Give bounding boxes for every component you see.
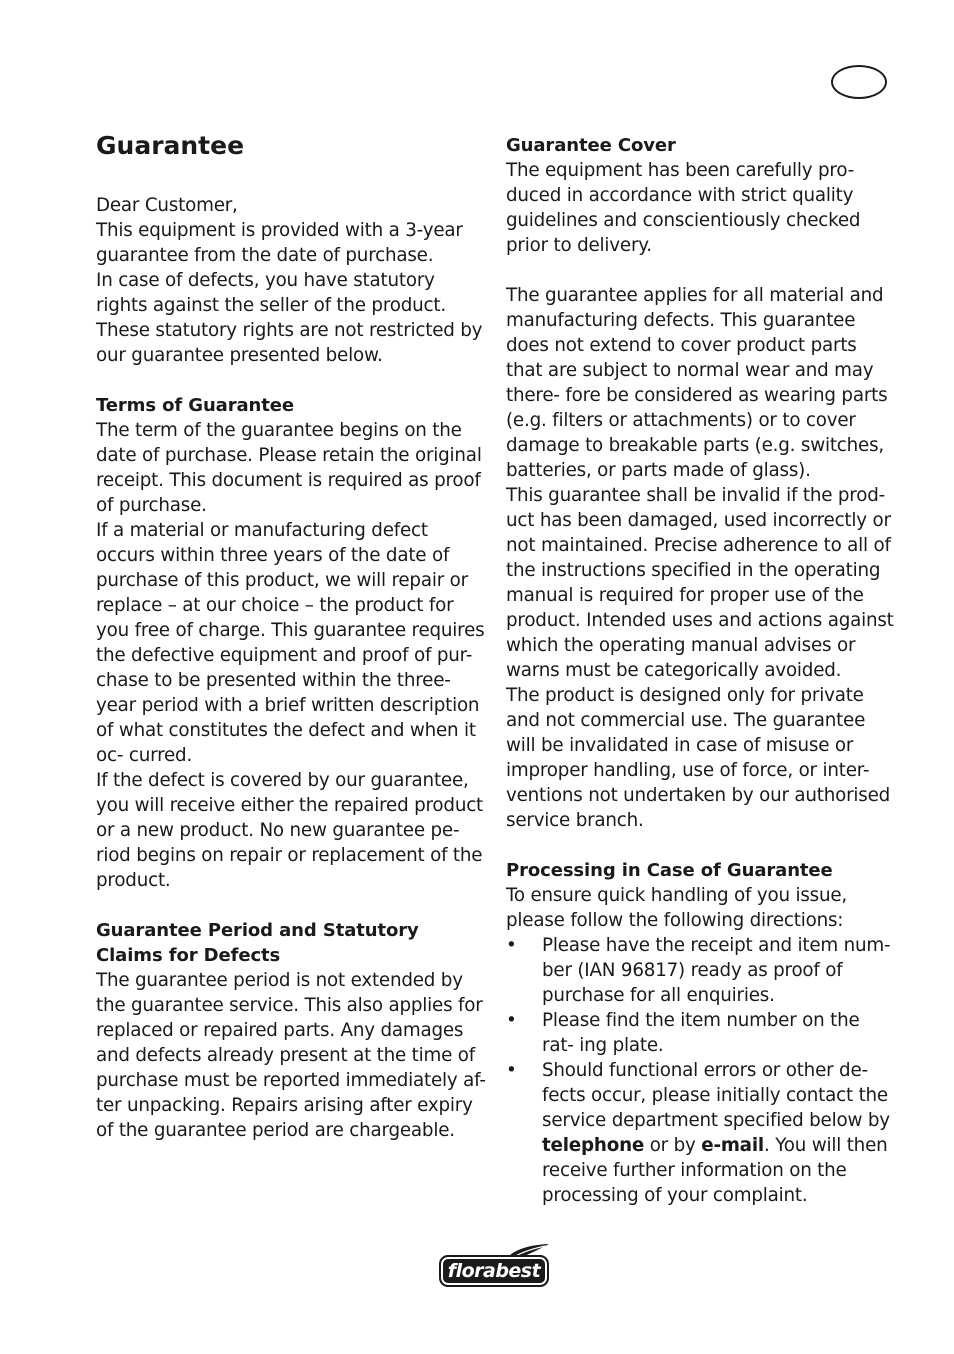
email-label: e-mail: [701, 1135, 764, 1156]
paragraph: The term of the guarantee begins on the date of purchase. Please retain the original receipt. This document is required as proof of purchase.: [96, 420, 482, 516]
cover-section: [506, 133, 896, 833]
intro-paragraph: In case of defects, you have statutory rights against the seller of the product. These statutory rights are not restricted by our guarantee presented below.: [96, 270, 483, 366]
bullet-text-part: Should functional errors or other de- fects occur, please initially contact the service department specified below by: [542, 1060, 890, 1131]
telephone-label: telephone: [542, 1135, 645, 1156]
bullet-text: [542, 1060, 890, 1206]
intro-paragraph: This equipment is provided with a 3-year guarantee from the date of purchase.: [96, 220, 463, 266]
spacer: [506, 833, 896, 858]
section-heading: Guarantee Period and Statutory Claims for Defects: [96, 920, 419, 966]
bullet-text-part: or by: [644, 1135, 702, 1156]
paragraph: If the defect is covered by our guarantee, you will receive either the repaired product or a new product. No new guarantee pe- riod begins on repair or replacement of the product.: [96, 770, 484, 891]
paragraph: This guarantee shall be invalid if the prod- uct has been damaged, used incorrectly or not maintained. Precise adherence to all of the instructions specified in the operating manual is required for proper use of the product. Intended uses and actions against which the operating manual advises or warns must be categorically avoided.: [506, 485, 894, 681]
intro-section: [96, 193, 488, 368]
intro-greeting: Dear Customer,: [96, 195, 238, 216]
section-heading: Processing in Case of Guarantee: [506, 860, 833, 881]
paragraph: The guarantee applies for all material and manufacturing defects. This guarantee does not extend to cover product parts that are subject to normal wear and may there- fore be considered as wearing parts (e.g. filters or attachments) or to cover damage to breakable parts (e.g. switches, batteries, or parts made of glass).: [506, 285, 888, 481]
florabest-logo: [439, 1243, 551, 1289]
page-title: Guarantee: [96, 131, 245, 160]
bullet-text: Please find the item number on the rat- ing plate.: [542, 1010, 860, 1056]
spacer: [506, 258, 896, 283]
spacer: [96, 893, 488, 918]
section-heading: Terms of Guarantee: [96, 395, 294, 416]
right-column: [506, 133, 896, 1208]
language-marker-oval: [831, 65, 887, 99]
paragraph: The equipment has been carefully pro- duced in accordance with strict quality guidelines and conscientiously checked prior to delivery.: [506, 160, 861, 256]
paragraph: If a material or manufacturing defect occurs within three years of the date of purchase of this product, we will repair or replace – at our choice – the product for you free of charge. This guarantee requires the defective equipment and proof of pur- chase to be presented within the three-year period with a brief written description of what constitutes the defect and when it oc- curred.: [96, 520, 485, 766]
section-heading: Guarantee Cover: [506, 135, 676, 156]
bullet-item: [506, 933, 896, 1008]
logo-text: florabest: [447, 1260, 541, 1282]
bullet-dot: •: [506, 935, 517, 956]
period-section: [96, 918, 488, 1143]
bullet-dot: •: [506, 1060, 517, 1081]
left-column: [96, 133, 488, 1143]
spacer: [96, 368, 488, 393]
processing-section: [506, 858, 896, 1208]
bullet-text: Please have the receipt and item num- ber (IAN 96817) ready as proof of purchase for all enquiries.: [542, 935, 891, 1006]
bullet-item: [506, 1058, 896, 1208]
bullet-dot: •: [506, 1010, 517, 1031]
bullet-item: [506, 1008, 896, 1058]
paragraph: The guarantee period is not extended by the guarantee service. This also applies for replaced or repaired parts. Any damages and defects already present at the time of purchase must be reported immediately af- ter unpacking. Repairs arising after expiry of the guarantee period are chargeable.: [96, 970, 486, 1141]
paragraph: To ensure quick handling of you issue, please follow the following directions:: [506, 885, 848, 931]
paragraph: The product is designed only for private and not commercial use. The guarantee will be invalidated in case of misuse or improper handling, use of force, or inter- ventions not undertaken by our authorised service branch.: [506, 685, 891, 831]
terms-section: [96, 393, 488, 893]
bullet-text-part: . You will then receive further information on the processing of your complaint.: [542, 1135, 888, 1206]
